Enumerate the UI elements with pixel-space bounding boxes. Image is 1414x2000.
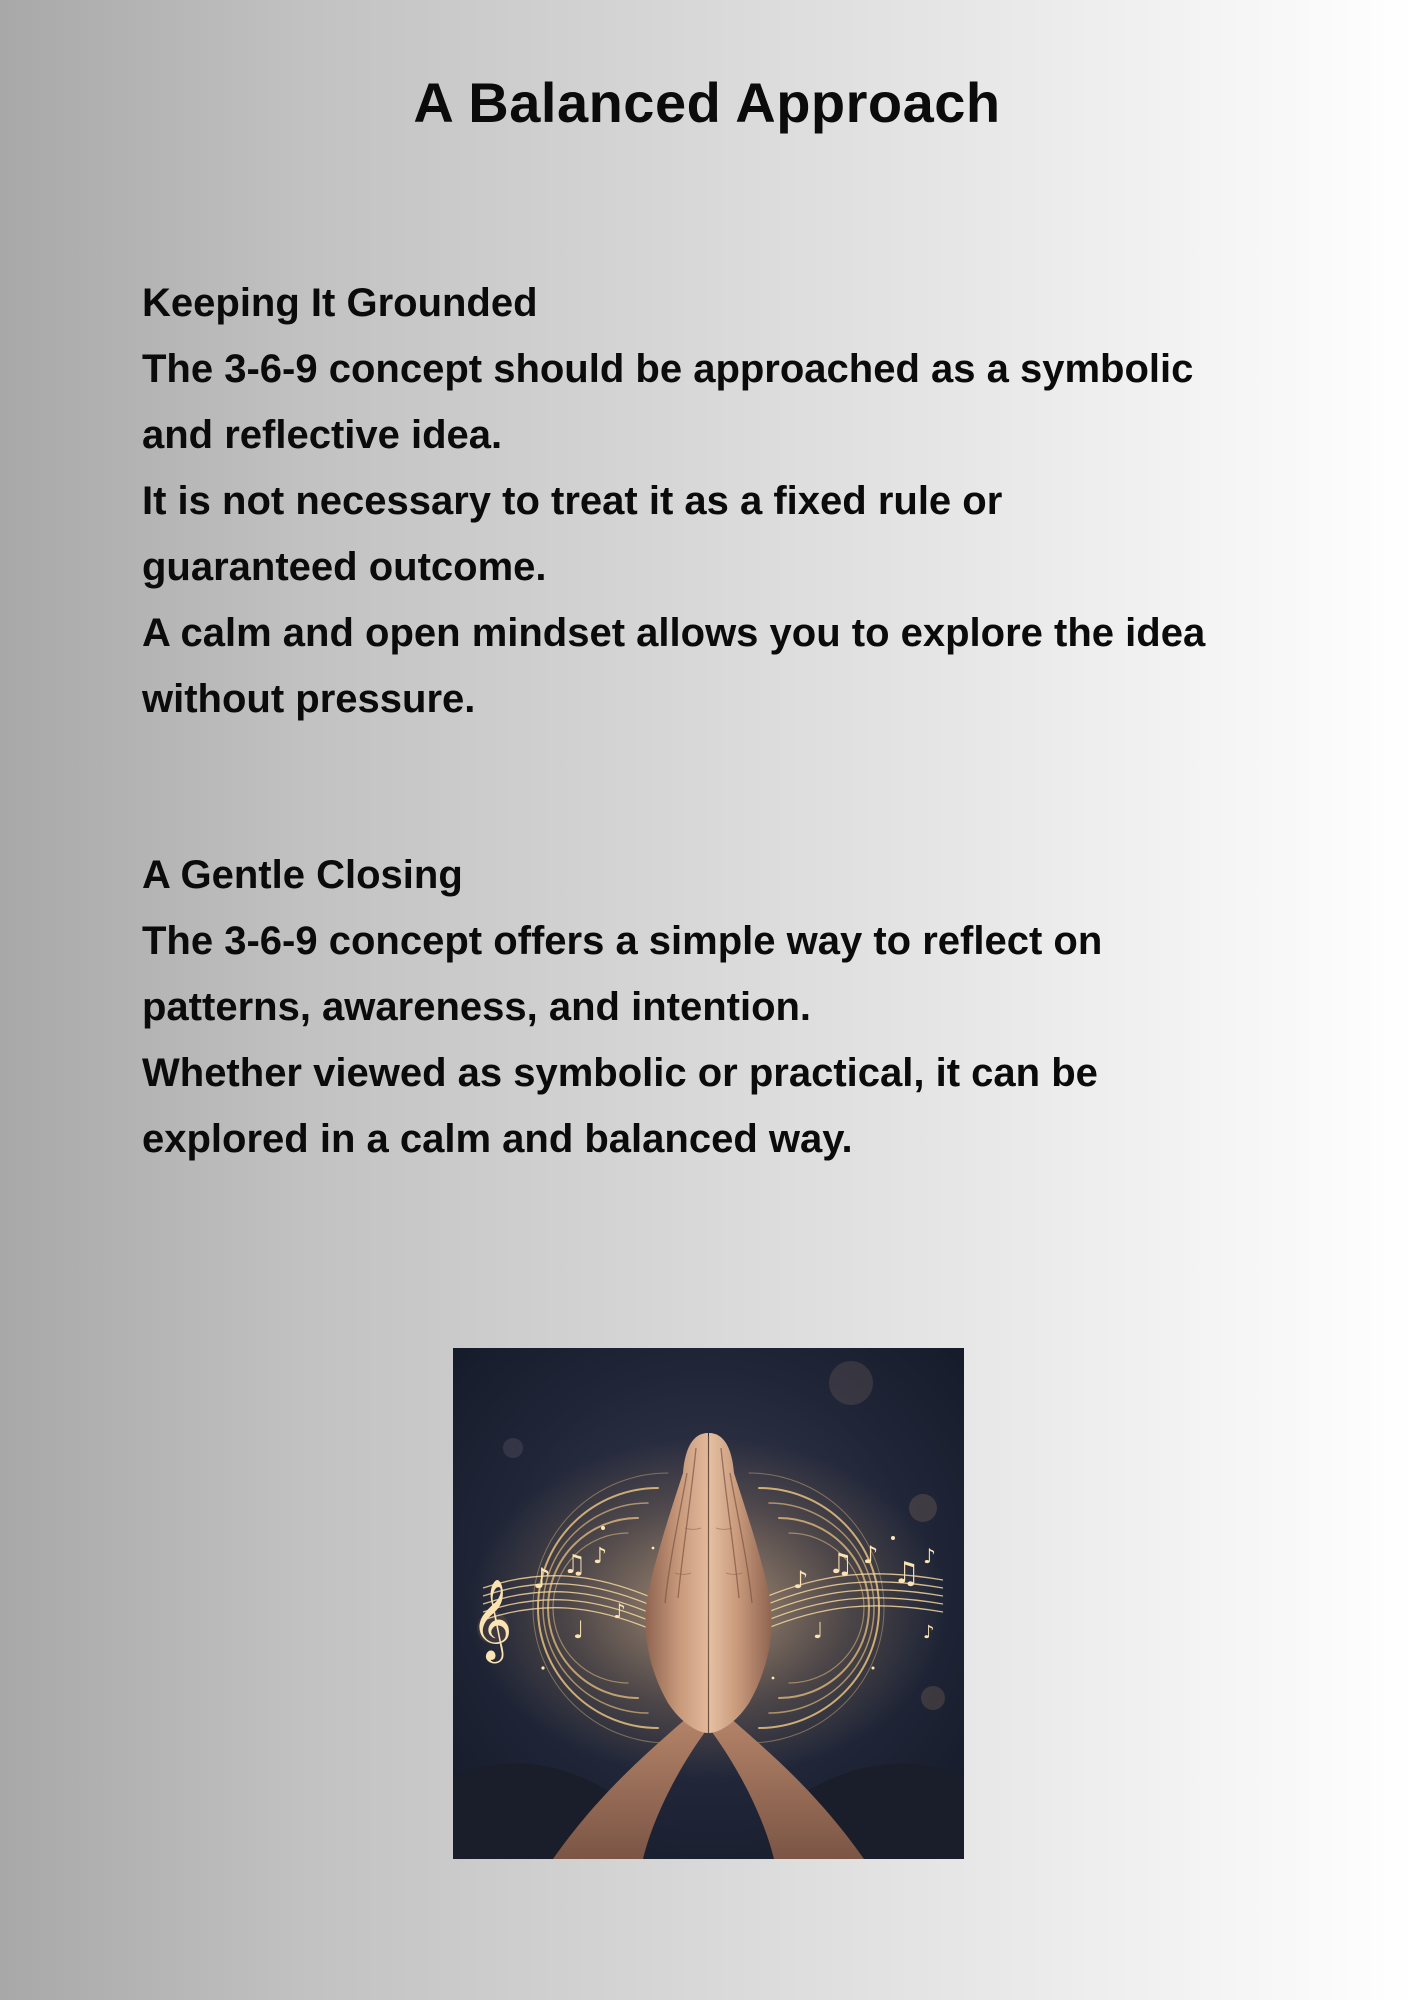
section-a-gentle-closing bbox=[142, 842, 1292, 1172]
paragraph-line: guaranteed outcome. bbox=[142, 545, 547, 589]
paragraph-line: explored in a calm and balanced way. bbox=[142, 1117, 853, 1161]
paragraph-line: The 3-6-9 concept offers a simple way to reflect on bbox=[142, 919, 1103, 963]
svg-text:♪: ♪ bbox=[923, 1622, 935, 1643]
paragraph-line: The 3-6-9 concept should be approached as a symbolic bbox=[142, 347, 1194, 391]
svg-text:♩: ♩ bbox=[573, 1616, 585, 1644]
svg-text:♪: ♪ bbox=[533, 1562, 551, 1595]
paragraph-line: and reflective idea. bbox=[142, 413, 503, 457]
svg-text:♪: ♪ bbox=[613, 1599, 626, 1623]
svg-text:♪: ♪ bbox=[593, 1544, 608, 1569]
paragraph-line: A calm and open mindset allows you to explore the idea bbox=[142, 611, 1206, 655]
svg-text:♫: ♫ bbox=[563, 1550, 587, 1580]
svg-text:♫: ♫ bbox=[828, 1547, 854, 1580]
praying-hands-illustration bbox=[453, 1348, 964, 1859]
svg-text:♪: ♪ bbox=[863, 1541, 879, 1569]
paragraph-line: without pressure. bbox=[142, 677, 476, 721]
section-keeping-it-grounded bbox=[142, 270, 1292, 732]
svg-text:𝄞: 𝄞 bbox=[471, 1578, 513, 1660]
paragraph-line: It is not necessary to treat it as a fixed rule or bbox=[142, 479, 1003, 523]
section-heading: A Gentle Closing bbox=[142, 853, 463, 897]
svg-text:♩: ♩ bbox=[813, 1619, 824, 1644]
paragraph-line: Whether viewed as symbolic or practical, it can be bbox=[142, 1051, 1098, 1095]
paragraph-line: patterns, awareness, and intention. bbox=[142, 985, 812, 1029]
section-heading: Keeping It Grounded bbox=[142, 281, 538, 325]
svg-text:♪: ♪ bbox=[923, 1544, 936, 1568]
page-title: A Balanced Approach bbox=[413, 71, 1001, 134]
svg-text:♫: ♫ bbox=[893, 1556, 920, 1591]
praying-hands-image bbox=[453, 1348, 964, 1859]
svg-text:♪: ♪ bbox=[793, 1566, 809, 1594]
